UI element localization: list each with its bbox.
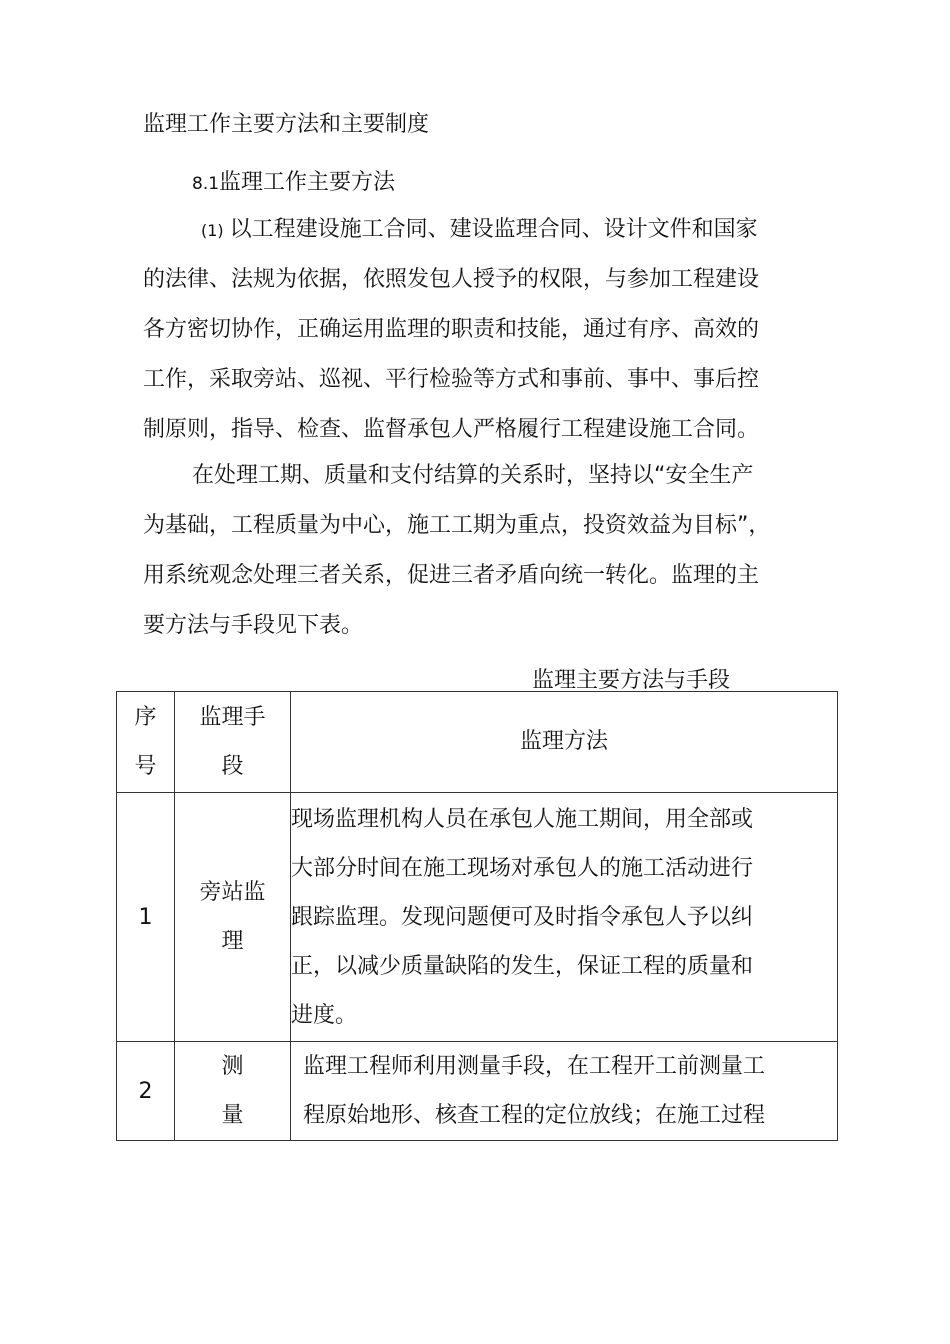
- paragraph-line: 为基础，工程质量为中心，施工工期为重点，投资效益为目标”，: [143, 513, 771, 538]
- header-method: 监理方法: [291, 692, 838, 793]
- methods-table: [116, 691, 838, 1141]
- header-seq: 序 号: [117, 692, 175, 793]
- section-title: 监理工作主要方法: [219, 170, 396, 195]
- table-header-row: [117, 692, 838, 793]
- section-heading: [192, 166, 395, 201]
- row-method: 监理工程师利用测量手段，在工程开工前测量工 程原始地形、核查工程的定位放线；在施工过程: [291, 1042, 838, 1141]
- paragraph-line: (1) 以工程建设施工合同、建设监理合同、设计文件和国家: [201, 217, 758, 242]
- row-tool: 测 量: [175, 1042, 291, 1141]
- table-row: [117, 1042, 838, 1141]
- row-method: 现场监理机构人员在承包人施工期间，用全部或 大部分时间在施工现场对承包人的施工活动进行 跟踪监理。发现问题便可及时指令承包人予以纠 正，以减少质量缺陷的发生，保证工程的质量和 进度。: [291, 793, 838, 1042]
- paragraph-line: 制原则，指导、检查、监督承包人严格履行工程建设施工合同。: [143, 417, 760, 442]
- table-title: 监理主要方法与手段: [532, 668, 731, 693]
- table-row: [117, 793, 838, 1042]
- paragraph-line: 用系统观念处理三者关系，促进三者矛盾向统一转化。监理的主: [143, 563, 760, 588]
- paragraph-line: 在处理工期、质量和支付结算的关系时，坚持以“安全生产: [192, 463, 754, 488]
- row-seq: 1: [117, 793, 175, 1042]
- paragraph-1: [143, 205, 843, 455]
- paragraph-2: [143, 451, 843, 651]
- paragraph-line: 各方密切协作，正确运用监理的职责和技能，通过有序、高效的: [143, 317, 760, 342]
- section-number: 8.1: [192, 174, 220, 194]
- paragraph-line: 的法律、法规为依据，依照发包人授予的权限，与参加工程建设: [143, 267, 760, 292]
- paragraph-line: 工作，采取旁站、巡视、平行检验等方式和事前、事中、事后控: [143, 367, 760, 392]
- row-tool: 旁站监 理: [175, 793, 291, 1042]
- list-marker: (1): [201, 221, 224, 240]
- page-heading: 监理工作主要方法和主要制度: [143, 112, 430, 137]
- header-tool: 监理手 段: [175, 692, 291, 793]
- paragraph-line: 要方法与手段见下表。: [143, 613, 364, 638]
- row-seq: 2: [117, 1042, 175, 1141]
